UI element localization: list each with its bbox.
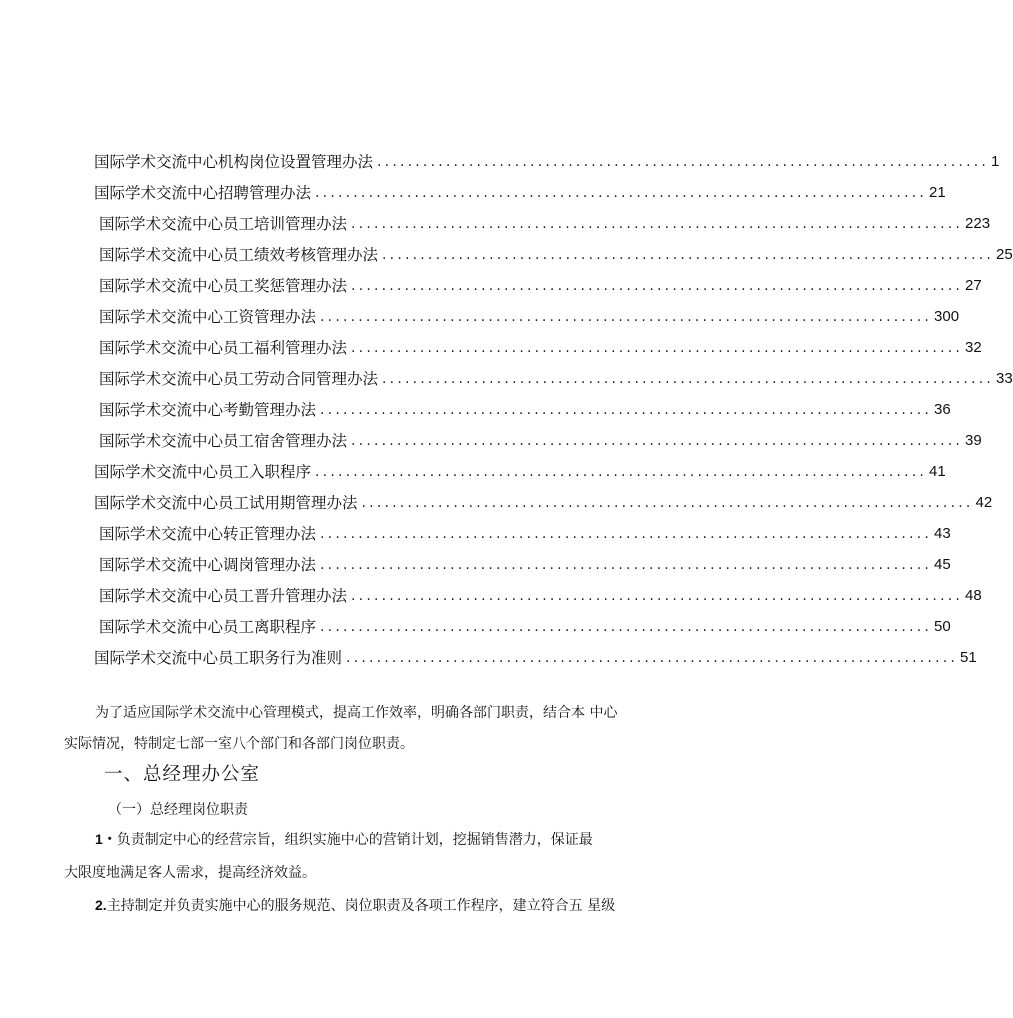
toc-entry[interactable] <box>99 270 982 301</box>
toc-entry-page: 300 <box>934 307 960 325</box>
toc-entry[interactable] <box>99 580 982 611</box>
subsection-heading: （一）总经理岗位职责 <box>108 802 248 818</box>
toc-entry-title: 国际学术交流中心招聘管理办法 <box>94 183 312 202</box>
toc-entry-title: 国际学术交流中心调岗管理办法 <box>99 555 317 574</box>
toc-entry-title: 国际学术交流中心员工试用期管理办法 <box>94 493 358 512</box>
toc-dot-leader: ................................................................................ <box>315 463 928 480</box>
toc-dot-leader: ................................................................................ <box>351 587 964 604</box>
toc-entry-title: 国际学术交流中心员工宿舍管理办法 <box>99 431 348 450</box>
item-2-text: 主持制定并负责实施中心的服务规范、岗位职责及各项工作程序，建立符合五 星级 <box>106 898 616 914</box>
item-1-line-1 <box>95 829 815 849</box>
toc-entry[interactable] <box>94 642 977 673</box>
section-heading: 一、总经理办公室 <box>104 764 261 785</box>
toc-entry[interactable] <box>99 611 951 642</box>
toc-entry-page: 33 <box>996 369 1013 387</box>
toc-entry-title: 国际学术交流中心员工绩效考核管理办法 <box>99 245 379 264</box>
table-of-contents <box>0 146 1013 673</box>
toc-entry-page: 27 <box>965 276 982 294</box>
toc-dot-leader: ................................................................................ <box>320 401 933 418</box>
toc-entry-page: 32 <box>965 338 982 356</box>
toc-dot-leader: ................................................................................ <box>346 649 959 666</box>
toc-dot-leader: ................................................................................ <box>320 556 933 573</box>
toc-entry-page: 223 <box>965 214 991 232</box>
toc-entry[interactable] <box>99 239 1013 270</box>
toc-entry-title: 国际学术交流中心转正管理办法 <box>99 524 317 543</box>
toc-entry-title: 国际学术交流中心员工晋升管理办法 <box>99 586 348 605</box>
toc-entry[interactable] <box>99 394 951 425</box>
toc-entry-page: 43 <box>934 524 951 542</box>
toc-entry-title: 国际学术交流中心员工劳动合同管理办法 <box>99 369 379 388</box>
toc-dot-leader: ................................................................................ <box>320 308 933 325</box>
toc-entry-title: 国际学术交流中心员工福利管理办法 <box>99 338 348 357</box>
toc-dot-leader: ................................................................................ <box>320 525 933 542</box>
toc-entry[interactable] <box>94 146 1000 177</box>
item-1-text: 负责制定中心的经营宗旨，组织实施中心的营销计划，挖掘销售潜力，保证最 <box>116 832 593 848</box>
item-1-line-2: 大限度地满足客人需求，提高经济效益。 <box>64 865 316 881</box>
item-1-number: 1・ <box>95 831 117 847</box>
toc-entry[interactable] <box>99 549 951 580</box>
intro-paragraph <box>0 698 720 760</box>
toc-entry-title: 国际学术交流中心员工奖惩管理办法 <box>99 276 348 295</box>
toc-entry[interactable] <box>94 487 993 518</box>
toc-entry[interactable] <box>99 363 1013 394</box>
toc-entry[interactable] <box>94 177 946 208</box>
toc-entry[interactable] <box>99 518 951 549</box>
toc-entry-page: 48 <box>965 586 982 604</box>
toc-entry[interactable] <box>99 208 991 239</box>
toc-entry-page: 41 <box>929 462 946 480</box>
toc-dot-leader: ................................................................................ <box>361 494 974 511</box>
toc-entry-page: 1 <box>991 152 1000 170</box>
toc-entry-title: 国际学术交流中心员工职务行为准则 <box>94 648 343 667</box>
toc-dot-leader: ................................................................................ <box>382 370 995 387</box>
intro-line-2: 实际情况，特制定七部一室八个部门和各部门岗位职责。 <box>64 736 414 752</box>
toc-entry-title: 国际学术交流中心员工入职程序 <box>94 462 312 481</box>
toc-entry[interactable] <box>99 301 960 332</box>
toc-entry-page: 21 <box>929 183 946 201</box>
toc-entry-page: 36 <box>934 400 951 418</box>
toc-entry-page: 45 <box>934 555 951 573</box>
toc-entry-page: 51 <box>960 648 977 666</box>
toc-dot-leader: ................................................................................ <box>351 339 964 356</box>
toc-entry[interactable] <box>94 456 946 487</box>
toc-entry-title: 国际学术交流中心员工培训管理办法 <box>99 214 348 233</box>
toc-dot-leader: ................................................................................ <box>351 215 964 232</box>
item-2-line-1 <box>95 895 815 915</box>
toc-entry[interactable] <box>99 332 982 363</box>
intro-line-1: 为了适应国际学术交流中心管理模式，提高工作效率，明确各部门职责，结合本 中心 <box>95 705 618 721</box>
toc-entry-page: 50 <box>934 617 951 635</box>
toc-dot-leader: ................................................................................ <box>377 153 990 170</box>
toc-entry-page: 42 <box>975 493 993 511</box>
item-2-number: 2. <box>95 897 107 913</box>
toc-dot-leader: ................................................................................ <box>382 246 995 263</box>
toc-entry-page: 39 <box>965 431 982 449</box>
toc-entry-title: 国际学术交流中心考勤管理办法 <box>99 400 317 419</box>
toc-entry-page: 25 <box>996 245 1013 263</box>
toc-entry-title: 国际学术交流中心机构岗位设置管理办法 <box>94 152 374 171</box>
toc-entry[interactable] <box>99 425 982 456</box>
toc-dot-leader: ................................................................................ <box>351 432 964 449</box>
toc-dot-leader: ................................................................................ <box>320 618 933 635</box>
toc-dot-leader: ................................................................................ <box>351 277 964 294</box>
toc-entry-title: 国际学术交流中心员工离职程序 <box>99 617 317 636</box>
toc-entry-title: 国际学术交流中心工资管理办法 <box>99 307 317 326</box>
toc-dot-leader: ................................................................................ <box>315 184 928 201</box>
